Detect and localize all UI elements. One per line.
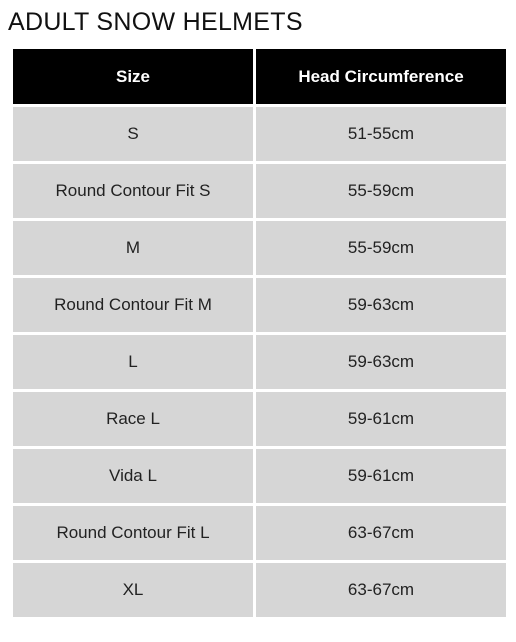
size-cell: Round Contour Fit M (13, 278, 253, 332)
table-row (13, 506, 506, 560)
size-chart-table (10, 46, 509, 620)
circumference-cell: 59-61cm (256, 449, 506, 503)
circumference-cell: 55-59cm (256, 164, 506, 218)
table-row (13, 392, 506, 446)
table-row (13, 221, 506, 275)
circumference-cell: 51-55cm (256, 107, 506, 161)
circumference-cell: 59-63cm (256, 278, 506, 332)
column-header-head-circumference: Head Circumference (256, 49, 506, 104)
circumference-cell: 63-67cm (256, 563, 506, 617)
circumference-cell: 59-61cm (256, 392, 506, 446)
circumference-cell: 59-63cm (256, 335, 506, 389)
table-row (13, 278, 506, 332)
size-cell: Round Contour Fit L (13, 506, 253, 560)
table-row (13, 335, 506, 389)
table-row (13, 164, 506, 218)
page-title: ADULT SNOW HELMETS (8, 8, 303, 36)
table-header-row (13, 49, 506, 104)
size-cell: XL (13, 563, 253, 617)
size-cell: S (13, 107, 253, 161)
size-cell: Round Contour Fit S (13, 164, 253, 218)
table-row (13, 563, 506, 617)
size-cell: Vida L (13, 449, 253, 503)
size-cell: Race L (13, 392, 253, 446)
circumference-cell: 55-59cm (256, 221, 506, 275)
column-header-size: Size (13, 49, 253, 104)
circumference-cell: 63-67cm (256, 506, 506, 560)
table-row (13, 107, 506, 161)
table-row (13, 449, 506, 503)
size-cell: L (13, 335, 253, 389)
size-cell: M (13, 221, 253, 275)
